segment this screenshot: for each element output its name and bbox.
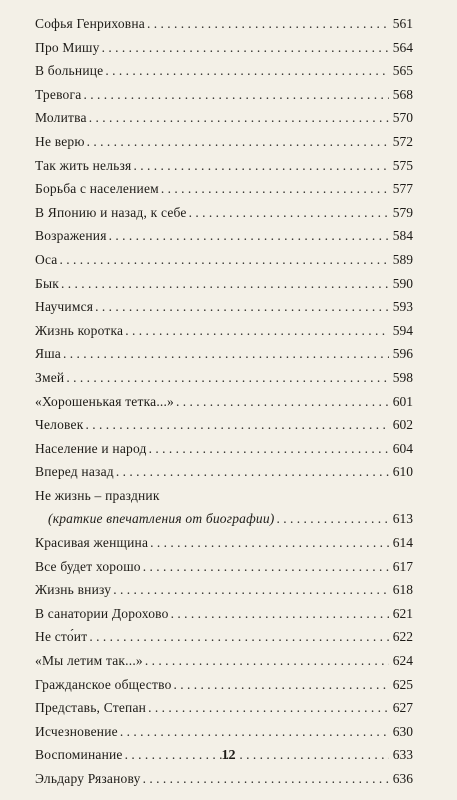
toc-entry-page: 598 (392, 369, 413, 385)
toc-entry (35, 201, 413, 225)
leader-dots (95, 295, 389, 319)
toc-entry-title: В Японию и назад, к себе (35, 204, 187, 220)
toc-entry-title: Не сто́ит (35, 629, 88, 645)
toc-entry-page: 604 (392, 440, 413, 456)
toc-entry-title: Не верю (35, 133, 85, 149)
toc-entry-page: 579 (392, 204, 413, 220)
toc-entry-title: Бык (35, 275, 59, 291)
toc-entry-page: 636 (392, 771, 413, 786)
leader-dots (189, 201, 389, 225)
leader-dots (176, 390, 389, 414)
toc-entry (35, 154, 413, 178)
toc-entry (35, 36, 413, 60)
toc-entry-page: 614 (392, 535, 413, 551)
toc-entry-page: 572 (392, 133, 413, 149)
toc-entry-page: 601 (392, 393, 413, 409)
leader-dots (116, 460, 389, 484)
toc-entry-title: Человек (35, 417, 84, 433)
toc-entry-title: Про Мишу (35, 39, 100, 55)
toc-entry-title: Эльдару Рязанову (35, 771, 141, 786)
toc-entry-page: 630 (392, 723, 413, 739)
toc-entry-page: 624 (392, 653, 413, 669)
toc-entry (35, 83, 413, 107)
toc-entry-title: Молитва (35, 110, 87, 126)
toc-entry-page: 577 (392, 181, 413, 197)
toc-entry-title: Население и народ (35, 440, 147, 456)
toc-entry (35, 720, 413, 744)
toc-entry-title: Жизнь внизу (35, 582, 112, 598)
leader-dots (143, 767, 389, 791)
toc-entry (35, 342, 413, 366)
toc-entry-continuation (35, 507, 413, 531)
toc-entry (35, 767, 413, 791)
toc-entry (35, 295, 413, 319)
toc-entry (35, 649, 413, 673)
toc-entry-title: Софья Генриховна (35, 16, 145, 31)
leader-dots (174, 673, 389, 697)
toc-entry-page: 594 (392, 322, 413, 338)
toc-entry-page: 633 (392, 747, 413, 763)
leader-dots (149, 437, 389, 461)
leader-dots (109, 224, 389, 248)
toc-entry-page: 596 (392, 346, 413, 362)
toc-entry-title: Возражения (35, 228, 107, 244)
leader-dots (276, 507, 389, 531)
leader-dots (105, 59, 389, 83)
toc-entry-title: Жизнь коротка (35, 322, 124, 338)
toc-entry-title: Так жить нельзя (35, 157, 132, 173)
leader-dots (150, 531, 389, 555)
toc-entry (35, 696, 413, 720)
toc-entry (35, 673, 413, 697)
toc-entry (35, 12, 413, 36)
toc-entry-page: 589 (392, 251, 413, 267)
toc-entry-page: 575 (392, 157, 413, 173)
toc-entry (35, 272, 413, 296)
toc-entry (35, 625, 413, 649)
toc-entry-page: 570 (392, 110, 413, 126)
toc-entry-page: 590 (392, 275, 413, 291)
toc-entry (35, 413, 413, 437)
toc-entry-page: 593 (392, 299, 413, 315)
leader-dots (133, 154, 389, 178)
toc-entry-title: Не жизнь – праздник (35, 487, 160, 503)
leader-dots (145, 649, 389, 673)
toc-entry-title: Все будет хорошо (35, 558, 141, 574)
toc-entry-title: Красивая женщина (35, 535, 149, 551)
toc-entry (35, 248, 413, 272)
toc-entry-title: Борьба с населением (35, 181, 159, 197)
toc-entry (35, 555, 413, 579)
toc-entry-page: 564 (392, 39, 413, 55)
toc-entry-page: 561 (392, 16, 413, 31)
leader-dots (89, 625, 389, 649)
toc-entry (35, 130, 413, 154)
toc-entry-title: Представь, Степан (35, 700, 147, 716)
toc-entry (35, 602, 413, 626)
toc-entry-title: Исчезновение (35, 723, 118, 739)
toc-entry-subtitle: (краткие впечатления от биографии) (48, 511, 275, 527)
toc-entry-title: Вперед назад (35, 464, 114, 480)
toc-entry-title: Яша (35, 346, 61, 362)
toc-entry-page: 565 (392, 63, 413, 79)
toc-entry-page: 602 (392, 417, 413, 433)
leader-dots (125, 319, 389, 343)
toc-entry-title: Гражданское общество (35, 676, 172, 692)
leader-dots (113, 578, 389, 602)
toc-entry-page: 610 (392, 464, 413, 480)
toc-entry (35, 578, 413, 602)
toc-entry (35, 224, 413, 248)
toc-entry-title: В санатории Дорохово (35, 605, 169, 621)
toc-entry-page: 625 (392, 676, 413, 692)
leader-dots (147, 12, 389, 36)
toc-entry-page: 627 (392, 700, 413, 716)
toc-entry-page: 618 (392, 582, 413, 598)
toc-entry-title: «Хорошенькая тетка...» (35, 393, 175, 409)
toc-entry (35, 177, 413, 201)
leader-dots (87, 130, 389, 154)
leader-dots (61, 272, 389, 296)
toc-entry-page: 617 (392, 558, 413, 574)
toc-entry-title: «Мы летим так...» (35, 653, 143, 669)
leader-dots (161, 177, 389, 201)
toc-entry (35, 106, 413, 130)
toc-entry (35, 319, 413, 343)
toc-entry-title: В больнице (35, 63, 104, 79)
leader-dots (143, 555, 389, 579)
toc-entry (35, 460, 413, 484)
toc-entry-title: Оса (35, 251, 58, 267)
leader-dots (171, 602, 389, 626)
leader-dots (66, 366, 389, 390)
leader-dots (148, 696, 389, 720)
toc-entry-title: Змей (35, 369, 65, 385)
toc-entry-title: Научимся (35, 299, 94, 315)
toc-entry-page: 568 (392, 86, 413, 102)
toc-entry-page: 622 (392, 629, 413, 645)
toc-entry-page: 584 (392, 228, 413, 244)
toc-entry-page: 613 (392, 511, 413, 527)
leader-dots (89, 106, 389, 130)
toc-entry (35, 437, 413, 461)
toc-entry (35, 531, 413, 555)
leader-dots (60, 248, 390, 272)
leader-dots (83, 83, 389, 107)
leader-dots (102, 36, 389, 60)
table-of-contents (35, 12, 413, 791)
toc-entry-page: 621 (392, 605, 413, 621)
toc-entry (35, 484, 413, 508)
toc-entry (35, 390, 413, 414)
toc-entry (35, 366, 413, 390)
toc-entry-title: Тревога (35, 86, 82, 102)
page-number: 12 (221, 748, 236, 763)
leader-dots (120, 720, 389, 744)
leader-dots (86, 413, 390, 437)
toc-entry-title: Воспоминание (35, 747, 123, 763)
leader-dots (63, 342, 389, 366)
toc-entry (35, 59, 413, 83)
